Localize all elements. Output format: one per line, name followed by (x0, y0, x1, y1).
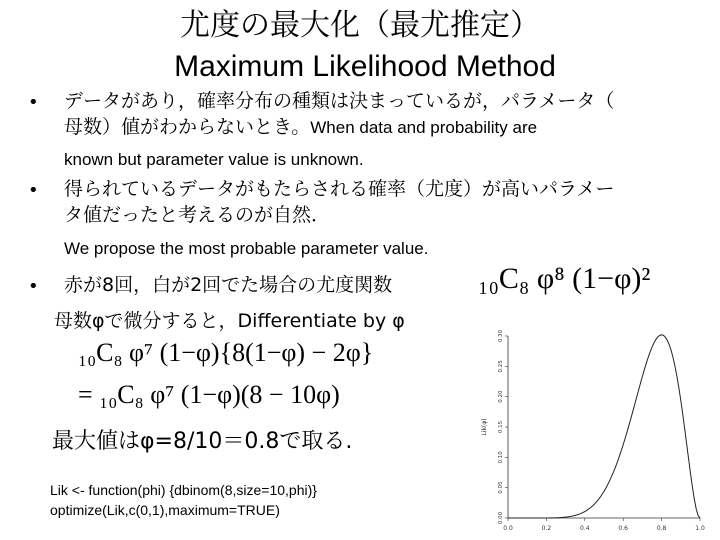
bullet-2-line1: 得られているデータがもたらされる確率（尤度）が高いパラメー (64, 178, 615, 200)
result-text: 最大値はφ=8/10＝0.8で取る. (52, 429, 353, 454)
y-tick-label: 0.30 (498, 329, 504, 343)
formula-derivative-1: ₁₀C₈ φ⁷ (1−φ){8(1−φ) − 2φ} (78, 338, 374, 367)
bullet-1-line2 (64, 114, 614, 141)
formula-derivative-2: = ₁₀C₈ φ⁷ (1−φ)(8 − 10φ) (78, 380, 340, 409)
likelihood-chart (474, 310, 714, 540)
bullet-2 (64, 176, 614, 262)
r-code (50, 480, 317, 520)
x-tick-label: 0.6 (618, 525, 628, 532)
page-title-jp: 尤度の最大化（最尤推定） (180, 8, 540, 43)
page-title-en: Maximum Likelihood Method (174, 50, 556, 83)
likelihood-curve (508, 335, 700, 518)
bullet-2-line2: タ値だったと考えるのが自然． (64, 204, 331, 226)
x-tick-label: 0.4 (580, 525, 590, 532)
x-tick-label: 1.0 (695, 525, 705, 532)
bullet-3-line2: 母数φで微分すると，Differentiate by φ (54, 310, 405, 332)
bullet-2-line3: We propose the most probable parameter value. (64, 239, 429, 258)
bullet-1-line2-en: When data and probability are (310, 118, 538, 137)
bullet-1-line2-jp: 母数）値がわからないとき。 (64, 116, 311, 138)
y-tick-label: 0.15 (498, 420, 504, 434)
x-tick-label: 0.2 (541, 525, 552, 532)
bullet-1-line3: known but parameter value is unknown. (64, 150, 364, 169)
y-tick-label: 0.05 (498, 481, 504, 494)
r-code-line1: Lik <- function(phi) {dbinom(8,size=10,phi)} (50, 482, 317, 498)
bullet-1 (64, 88, 614, 173)
bullet-1-line1: データがあり，確率分布の種類は決まっているが，パラメータ（ (64, 90, 615, 112)
bullet-dot: • (28, 92, 39, 113)
bullet-3-line1: 赤が8回，白が2回でた場合の尤度関数 (64, 274, 393, 296)
y-axis-label: Lik(φ) (481, 418, 488, 436)
y-tick-label: 0.00 (498, 511, 504, 525)
x-tick-label: 0.0 (503, 525, 513, 532)
r-code-line2: optimize(Lik,c(0,1),maximum=TRUE) (50, 502, 280, 518)
y-tick-label: 0.10 (498, 451, 504, 464)
bullet-dot: • (28, 180, 39, 201)
bullet-dot: • (28, 276, 39, 297)
formula-likelihood: ₁₀C₈ φ⁸ (1−φ)² (478, 262, 651, 295)
y-tick-label: 0.20 (498, 390, 504, 403)
x-tick-label: 0.8 (656, 525, 667, 532)
y-tick-label: 0.25 (498, 360, 504, 373)
